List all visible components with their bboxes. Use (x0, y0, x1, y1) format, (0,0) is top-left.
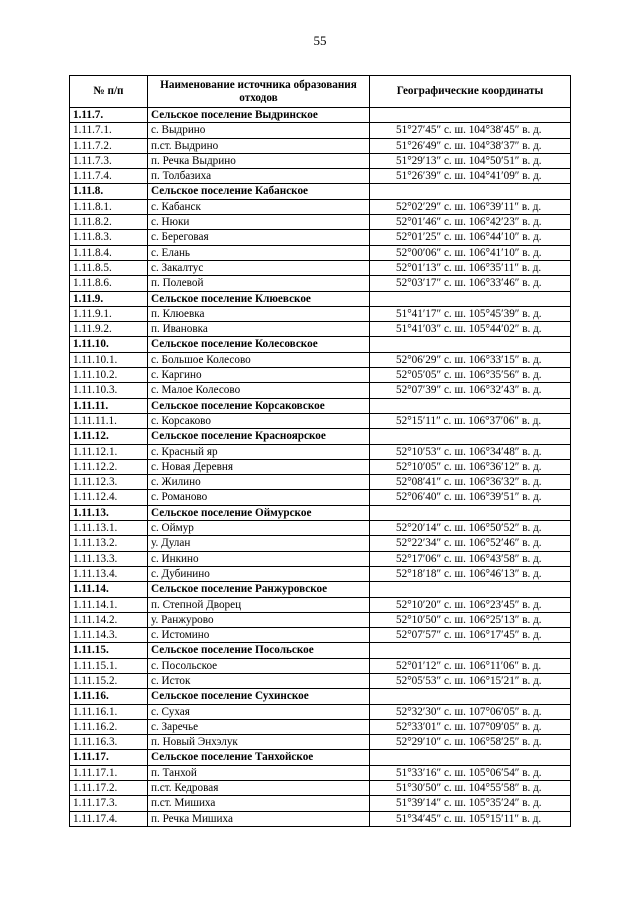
coordinates-cell: 52°22′34″ с. ш. 106°52′46″ в. д. (370, 536, 571, 551)
source-name-cell: с. Малое Колесово (148, 383, 370, 398)
row-number-cell: 1.11.13.3. (70, 551, 148, 566)
coordinates-cell (370, 689, 571, 704)
source-name-cell: с. Красный яр (148, 444, 370, 459)
settlement-section-row (70, 184, 571, 199)
source-name-cell: п. Танхой (148, 765, 370, 780)
table-header (70, 76, 571, 108)
table-row (70, 352, 571, 367)
coordinates-cell (370, 429, 571, 444)
waste-sources-table (69, 75, 571, 827)
table-row (70, 796, 571, 811)
table-row (70, 260, 571, 275)
table-header-row (70, 76, 571, 108)
page-number: 55 (313, 33, 327, 48)
settlement-name-cell: Сельское поселение Оймурское (148, 505, 370, 520)
row-number-cell: 1.11.7.4. (70, 169, 148, 184)
table-row (70, 673, 571, 688)
row-number-cell: 1.11.15.1. (70, 658, 148, 673)
table-row (70, 230, 571, 245)
row-number-cell: 1.11.12.1. (70, 444, 148, 459)
row-number-cell: 1.11.9. (70, 291, 148, 306)
row-number-cell: 1.11.17.3. (70, 796, 148, 811)
row-number-cell: 1.11.13.2. (70, 536, 148, 551)
row-number-cell: 1.11.8.6. (70, 276, 148, 291)
source-name-cell: с. Нюки (148, 215, 370, 230)
row-number-cell: 1.11.11. (70, 398, 148, 413)
table-row (70, 551, 571, 566)
source-name-cell: п. Речка Выдрино (148, 153, 370, 168)
row-number-cell: 1.11.17.2. (70, 781, 148, 796)
source-name-cell: с. Большое Колесово (148, 352, 370, 367)
row-number-cell: 1.11.13.4. (70, 566, 148, 581)
coordinates-cell: 51°26′39″ с. ш. 104°41′09″ в. д. (370, 169, 571, 184)
table-row (70, 658, 571, 673)
coordinates-cell: 51°27′45″ с. ш. 104°38′45″ в. д. (370, 123, 571, 138)
coordinates-cell: 51°39′14″ с. ш. 105°35′24″ в. д. (370, 796, 571, 811)
settlement-section-row (70, 398, 571, 413)
source-name-cell: с. Посольское (148, 658, 370, 673)
row-number-cell: 1.11.17. (70, 750, 148, 765)
source-name-cell: с. Заречье (148, 719, 370, 734)
table-row (70, 475, 571, 490)
coordinates-cell: 52°10′05″ с. ш. 106°36′12″ в. д. (370, 459, 571, 474)
settlement-name-cell: Сельское поселение Кабанское (148, 184, 370, 199)
table-row (70, 138, 571, 153)
row-number-cell: 1.11.8. (70, 184, 148, 199)
row-number-cell: 1.11.15.2. (70, 673, 148, 688)
row-number-cell: 1.11.8.3. (70, 230, 148, 245)
row-number-cell: 1.11.10.1. (70, 352, 148, 367)
table-row (70, 628, 571, 643)
row-number-cell: 1.11.16.1. (70, 704, 148, 719)
source-name-cell: с. Истомино (148, 628, 370, 643)
row-number-cell: 1.11.14.2. (70, 612, 148, 627)
row-number-cell: 1.11.14. (70, 582, 148, 597)
coordinates-cell: 51°41′03″ с. ш. 105°44′02″ в. д. (370, 322, 571, 337)
row-number-cell: 1.11.7. (70, 108, 148, 123)
source-name-cell: у. Ранжурово (148, 612, 370, 627)
coordinates-cell: 51°26′49″ с. ш. 104°38′37″ в. д. (370, 138, 571, 153)
coordinates-cell: 51°30′50″ с. ш. 104°55′58″ в. д. (370, 781, 571, 796)
coordinates-cell: 52°01′25″ с. ш. 106°44′10″ в. д. (370, 230, 571, 245)
settlement-name-cell: Сельское поселение Ранжуровское (148, 582, 370, 597)
source-name-cell: п. Толбазиха (148, 169, 370, 184)
row-number-cell: 1.11.10.3. (70, 383, 148, 398)
settlement-name-cell: Сельское поселение Посольское (148, 643, 370, 658)
coordinates-cell: 52°01′46″ с. ш. 106°42′23″ в. д. (370, 215, 571, 230)
source-name-cell: у. Дулан (148, 536, 370, 551)
source-name-cell: с. Каргино (148, 368, 370, 383)
coordinates-cell (370, 108, 571, 123)
table-row (70, 735, 571, 750)
settlement-name-cell: Сельское поселение Сухинское (148, 689, 370, 704)
source-name-cell: с. Сухая (148, 704, 370, 719)
row-number-cell: 1.11.10. (70, 337, 148, 352)
source-name-cell: п. Речка Мишиха (148, 811, 370, 826)
coordinates-cell: 52°10′50″ с. ш. 106°25′13″ в. д. (370, 612, 571, 627)
table-row (70, 459, 571, 474)
source-name-cell: п. Полевой (148, 276, 370, 291)
table-row (70, 413, 571, 428)
settlement-name-cell: Сельское поселение Выдринское (148, 108, 370, 123)
coordinates-cell: 52°08′41″ с. ш. 106°36′32″ в. д. (370, 475, 571, 490)
row-number-cell: 1.11.9.1. (70, 306, 148, 321)
row-number-cell: 1.11.8.5. (70, 260, 148, 275)
source-name-cell: с. Новая Деревня (148, 459, 370, 474)
coordinates-cell (370, 398, 571, 413)
settlement-name-cell: Сельское поселение Танхойское (148, 750, 370, 765)
row-number-cell: 1.11.8.4. (70, 245, 148, 260)
source-name-cell: с. Береговая (148, 230, 370, 245)
table-row (70, 811, 571, 826)
settlement-name-cell: Сельское поселение Колесовское (148, 337, 370, 352)
row-number-cell: 1.11.13.1. (70, 521, 148, 536)
source-name-cell: с. Инкино (148, 551, 370, 566)
table-row (70, 521, 571, 536)
coordinates-cell: 52°18′18″ с. ш. 106°46′13″ в. д. (370, 566, 571, 581)
coordinates-cell: 52°15′11″ с. ш. 106°37′06″ в. д. (370, 413, 571, 428)
source-name-cell: п.ст. Кедровая (148, 781, 370, 796)
source-name-cell: п.ст. Мишиха (148, 796, 370, 811)
column-header-number: № п/п (70, 76, 148, 108)
table-row (70, 781, 571, 796)
settlement-section-row (70, 291, 571, 306)
coordinates-cell: 52°33′01″ с. ш. 107°09′05″ в. д. (370, 719, 571, 734)
source-name-cell: с. Жилино (148, 475, 370, 490)
row-number-cell: 1.11.12. (70, 429, 148, 444)
coordinates-cell (370, 291, 571, 306)
table-row (70, 199, 571, 214)
source-name-cell: с. Оймур (148, 521, 370, 536)
coordinates-cell: 52°29′10″ с. ш. 106°58′25″ в. д. (370, 735, 571, 750)
coordinates-cell (370, 582, 571, 597)
source-name-cell: с. Дубинино (148, 566, 370, 581)
row-number-cell: 1.11.11.1. (70, 413, 148, 428)
coordinates-cell: 52°06′40″ с. ш. 106°39′51″ в. д. (370, 490, 571, 505)
table-row (70, 153, 571, 168)
coordinates-cell (370, 184, 571, 199)
row-number-cell: 1.11.8.2. (70, 215, 148, 230)
settlement-section-row (70, 429, 571, 444)
coordinates-cell: 52°06′29″ с. ш. 106°33′15″ в. д. (370, 352, 571, 367)
source-name-cell: п. Степной Дворец (148, 597, 370, 612)
settlement-section-row (70, 108, 571, 123)
source-name-cell: п.ст. Выдрино (148, 138, 370, 153)
table-row (70, 245, 571, 260)
coordinates-cell (370, 505, 571, 520)
coordinates-cell: 51°41′17″ с. ш. 105°45′39″ в. д. (370, 306, 571, 321)
row-number-cell: 1.11.9.2. (70, 322, 148, 337)
coordinates-cell: 52°20′14″ с. ш. 106°50′52″ в. д. (370, 521, 571, 536)
coordinates-cell: 52°02′29″ с. ш. 106°39′11″ в. д. (370, 199, 571, 214)
coordinates-cell: 52°07′57″ с. ш. 106°17′45″ в. д. (370, 628, 571, 643)
settlement-section-row (70, 689, 571, 704)
coordinates-cell: 52°05′53″ с. ш. 106°15′21″ в. д. (370, 673, 571, 688)
source-name-cell: с. Романово (148, 490, 370, 505)
source-name-cell: с. Исток (148, 673, 370, 688)
table-row (70, 169, 571, 184)
table-row (70, 719, 571, 734)
table-row (70, 306, 571, 321)
source-name-cell: с. Закалтус (148, 260, 370, 275)
table-row (70, 322, 571, 337)
table-row (70, 704, 571, 719)
coordinates-cell: 52°03′17″ с. ш. 106°33′46″ в. д. (370, 276, 571, 291)
coordinates-cell: 52°01′13″ с. ш. 106°35′11″ в. д. (370, 260, 571, 275)
row-number-cell: 1.11.12.4. (70, 490, 148, 505)
source-name-cell: с. Елань (148, 245, 370, 260)
settlement-section-row (70, 582, 571, 597)
row-number-cell: 1.11.12.2. (70, 459, 148, 474)
coordinates-cell: 52°01′12″ с. ш. 106°11′06″ в. д. (370, 658, 571, 673)
row-number-cell: 1.11.7.2. (70, 138, 148, 153)
coordinates-cell: 52°32′30″ с. ш. 107°06′05″ в. д. (370, 704, 571, 719)
coordinates-cell: 51°34′45″ с. ш. 105°15′11″ в. д. (370, 811, 571, 826)
row-number-cell: 1.11.7.3. (70, 153, 148, 168)
settlement-name-cell: Сельское поселение Клюевское (148, 291, 370, 306)
row-number-cell: 1.11.16.3. (70, 735, 148, 750)
row-number-cell: 1.11.16.2. (70, 719, 148, 734)
source-name-cell: с. Выдрино (148, 123, 370, 138)
coordinates-cell: 52°07′39″ с. ш. 106°32′43″ в. д. (370, 383, 571, 398)
table-row (70, 368, 571, 383)
coordinates-cell: 51°29′13″ с. ш. 104°50′51″ в. д. (370, 153, 571, 168)
table-row (70, 536, 571, 551)
row-number-cell: 1.11.7.1. (70, 123, 148, 138)
settlement-section-row (70, 750, 571, 765)
coordinates-cell: 52°00′06″ с. ш. 106°41′10″ в. д. (370, 245, 571, 260)
row-number-cell: 1.11.8.1. (70, 199, 148, 214)
source-name-cell: с. Корсаково (148, 413, 370, 428)
row-number-cell: 1.11.14.1. (70, 597, 148, 612)
source-name-cell: п. Клюевка (148, 306, 370, 321)
row-number-cell: 1.11.13. (70, 505, 148, 520)
coordinates-cell: 51°33′16″ с. ш. 105°06′54″ в. д. (370, 765, 571, 780)
table-row (70, 276, 571, 291)
table-row (70, 215, 571, 230)
row-number-cell: 1.11.12.3. (70, 475, 148, 490)
settlement-section-row (70, 643, 571, 658)
source-name-cell: с. Кабанск (148, 199, 370, 214)
table-row (70, 490, 571, 505)
coordinates-cell (370, 337, 571, 352)
table-row (70, 597, 571, 612)
table-row (70, 566, 571, 581)
table-row (70, 383, 571, 398)
row-number-cell: 1.11.14.3. (70, 628, 148, 643)
source-name-cell: п. Ивановка (148, 322, 370, 337)
settlement-name-cell: Сельское поселение Красноярское (148, 429, 370, 444)
coordinates-cell (370, 750, 571, 765)
row-number-cell: 1.11.15. (70, 643, 148, 658)
table-row (70, 765, 571, 780)
coordinates-cell: 52°05′05″ с. ш. 106°35′56″ в. д. (370, 368, 571, 383)
settlement-name-cell: Сельское поселение Корсаковское (148, 398, 370, 413)
column-header-coordinates: Географические координаты (370, 76, 571, 108)
coordinates-cell: 52°10′53″ с. ш. 106°34′48″ в. д. (370, 444, 571, 459)
table-body (70, 108, 571, 827)
table-row (70, 123, 571, 138)
table-row (70, 612, 571, 627)
coordinates-cell (370, 643, 571, 658)
row-number-cell: 1.11.16. (70, 689, 148, 704)
table-row (70, 444, 571, 459)
source-name-cell: п. Новый Энхэлук (148, 735, 370, 750)
row-number-cell: 1.11.17.1. (70, 765, 148, 780)
row-number-cell: 1.11.17.4. (70, 811, 148, 826)
coordinates-cell: 52°17′06″ с. ш. 106°43′58″ в. д. (370, 551, 571, 566)
settlement-section-row (70, 505, 571, 520)
coordinates-cell: 52°10′20″ с. ш. 106°23′45″ в. д. (370, 597, 571, 612)
row-number-cell: 1.11.10.2. (70, 368, 148, 383)
column-header-source-name: Наименование источника образования отходов (148, 76, 370, 108)
settlement-section-row (70, 337, 571, 352)
